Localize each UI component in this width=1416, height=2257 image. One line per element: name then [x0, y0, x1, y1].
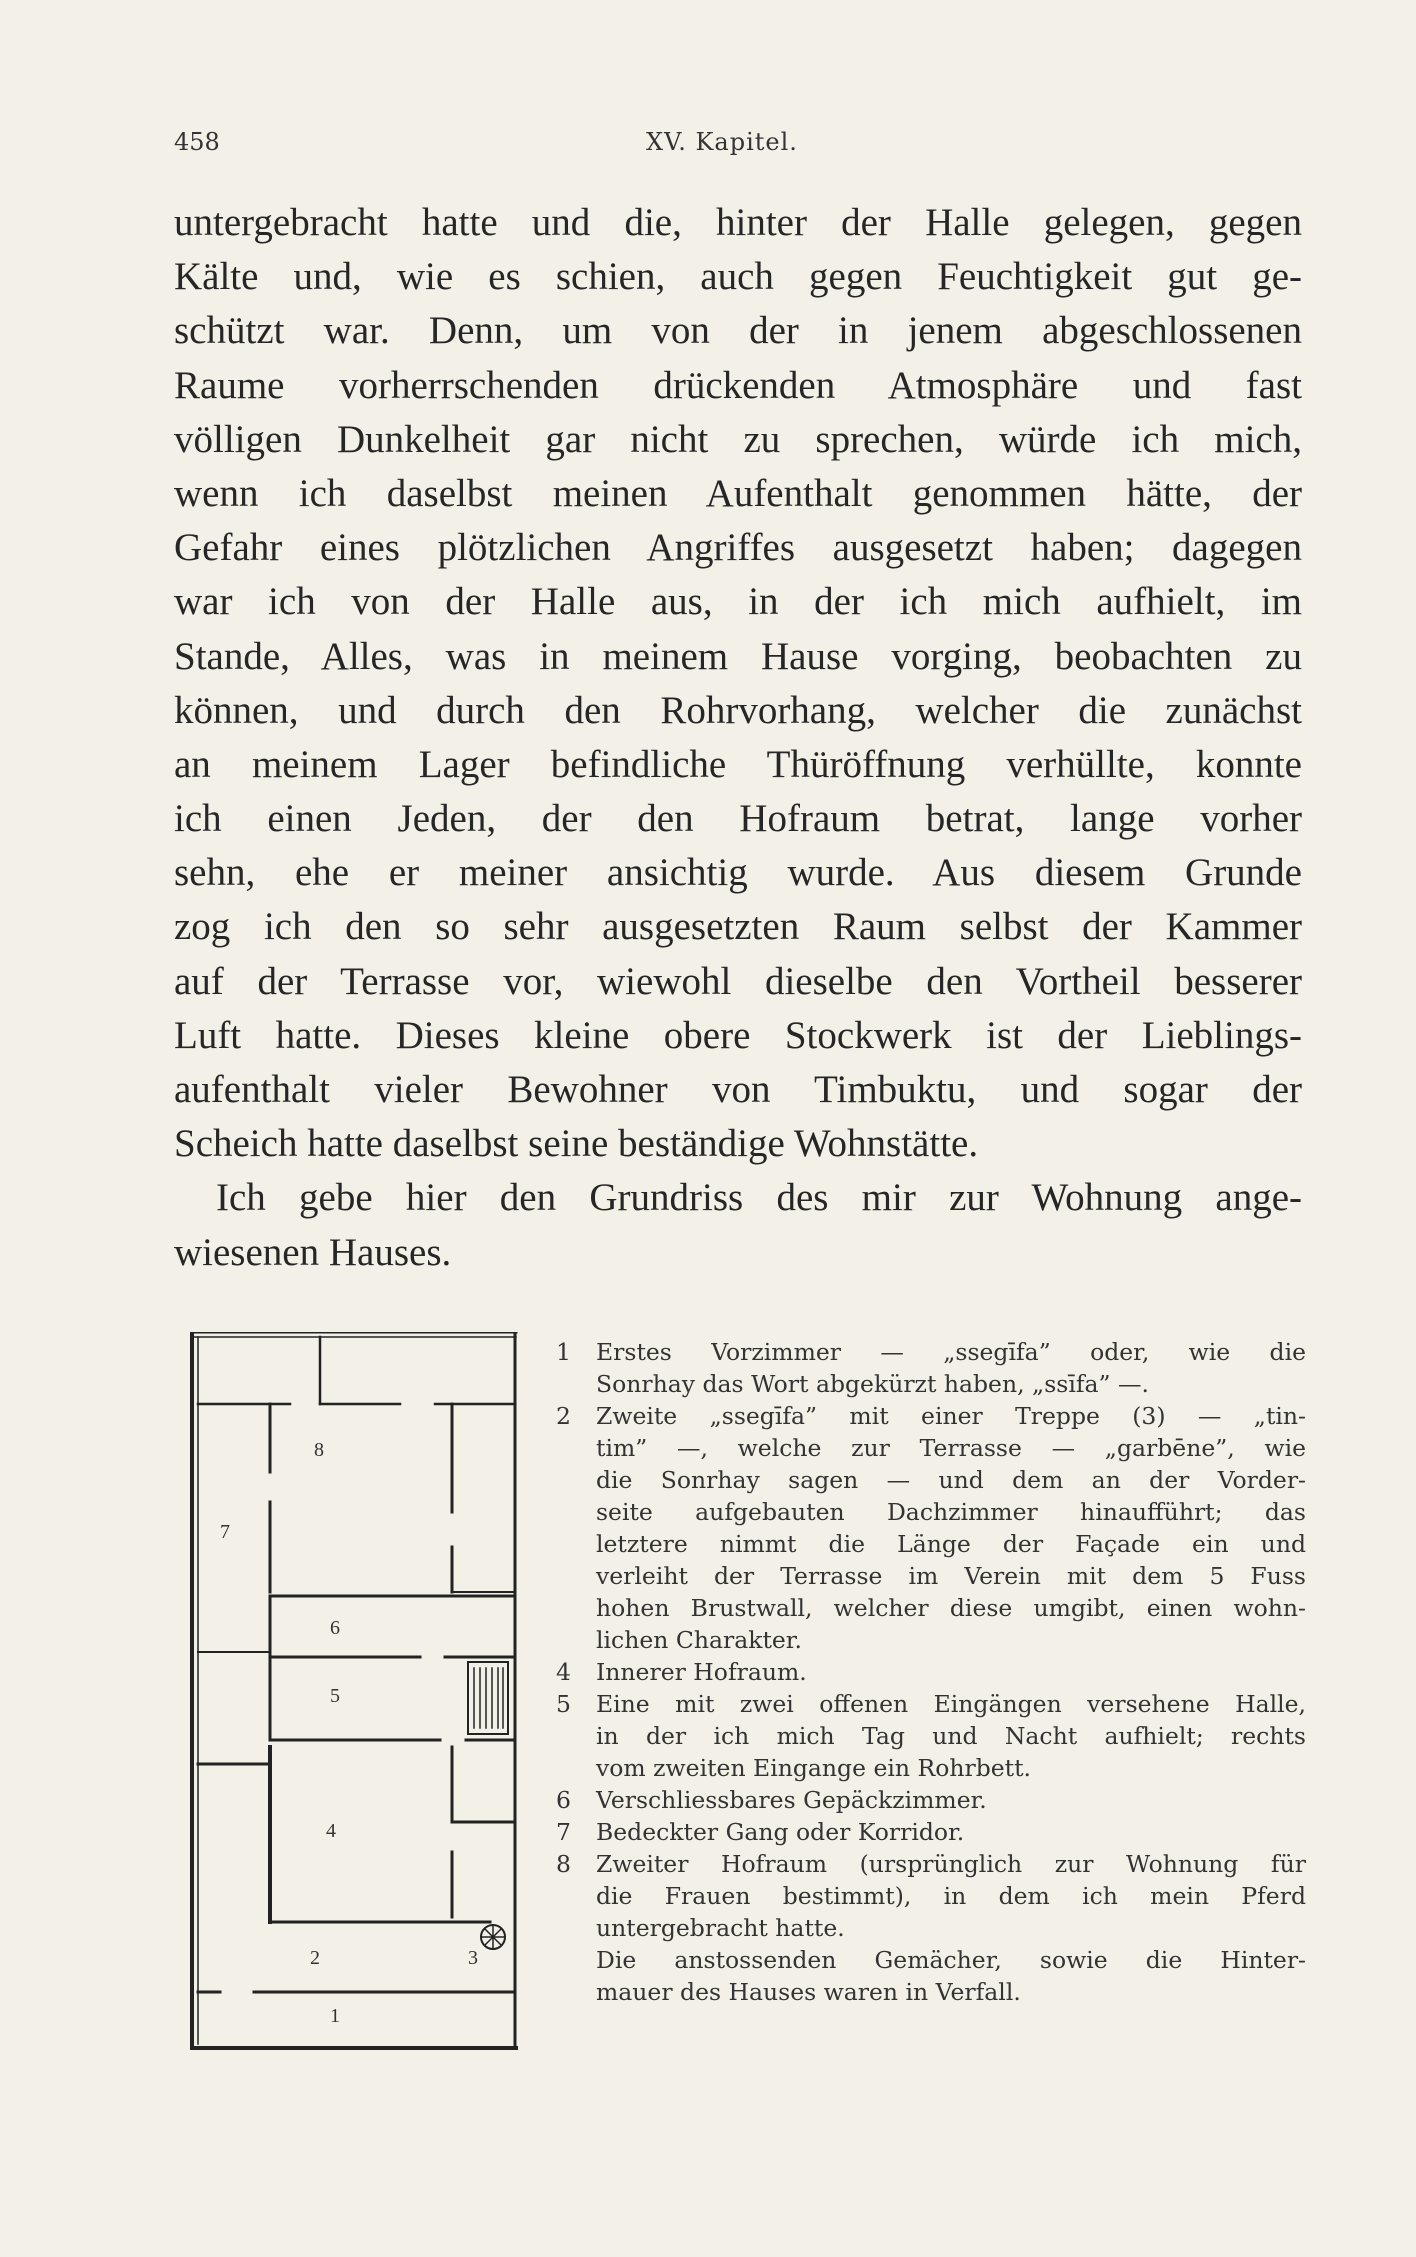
plan-label-3: 3: [468, 1947, 478, 1969]
text-line: Scheich hatte daselbst seine beständige Wohnstätte.: [174, 1122, 979, 1166]
legend-number: 1: [556, 1338, 571, 1366]
text-line: können, und durch den Rohrvorhang, welcher die zunächst: [174, 688, 1302, 732]
text-line: aufenthalt vieler Bewohner von Timbuktu, und sogar der: [174, 1068, 1302, 1111]
legend-line: tim” —, welche zur Terrasse — „garbēne”, wie: [596, 1434, 1306, 1462]
plan-label-4: 4: [326, 1820, 336, 1842]
legend-number: 6: [556, 1786, 571, 1814]
legend-entry: [556, 1656, 1306, 1688]
legend-number: 2: [556, 1402, 571, 1430]
legend-line: die Sonrhay sagen — und dem an der Vorder-: [596, 1466, 1306, 1494]
body-text: [174, 196, 1302, 1280]
legend-entry: [556, 1816, 1306, 1848]
text-line: Kälte und, wie es schien, auch gegen Feuchtigkeit gut ge-: [174, 255, 1302, 299]
text-line: Luft hatte. Dieses kleine obere Stockwerk ist der Lieblings-: [174, 1013, 1302, 1057]
legend-line: die Frauen bestimmt), in dem ich mein Pferd: [596, 1882, 1306, 1910]
legend-line: hohen Brustwall, welcher diese umgibt, einen wohn-: [596, 1594, 1306, 1622]
legend-line: Sonrhay das Wort abgekürzt haben, „ssīfa” —.: [596, 1370, 1149, 1398]
text-line: völligen Dunkelheit gar nicht zu sprechen, würde ich mich,: [174, 417, 1302, 461]
legend-line: in der ich mich Tag und Nacht aufhielt; rechts: [596, 1722, 1306, 1750]
text-line: an meinem Lager befindliche Thüröffnung verhüllte, konnte: [174, 742, 1302, 786]
text-line: Gefahr eines plötzlichen Angriffes ausgesetzt haben; dagegen: [174, 526, 1302, 570]
legend-line: vom zweiten Eingange ein Rohrbett.: [596, 1754, 1032, 1782]
text-line: war ich von der Halle aus, in der ich mich aufhielt, im: [174, 580, 1302, 624]
legend-line: lichen Charakter.: [596, 1626, 802, 1654]
floor-plan: [190, 1332, 520, 2052]
legend-number: 7: [556, 1818, 571, 1846]
legend-line: Eine mit zwei offenen Eingängen versehene Halle,: [596, 1690, 1306, 1718]
plan-label-7: 7: [220, 1521, 230, 1543]
legend-number: 5: [556, 1690, 571, 1718]
legend-entry: [556, 1784, 1306, 1816]
text-line: Ich gebe hier den Grundriss des mir zur Wohnung ange-: [216, 1176, 1302, 1220]
legend-line: Bedeckter Gang oder Korridor.: [596, 1818, 965, 1846]
legend-number: 8: [556, 1850, 571, 1878]
text-line: auf der Terrasse vor, wiewohl dieselbe den Vortheil besserer: [174, 959, 1302, 1003]
legend-entry: [556, 1400, 1306, 1656]
legend-line: Innerer Hofraum.: [596, 1658, 807, 1686]
text-line: wenn ich daselbst meinen Aufenthalt genommen hätte, der: [174, 471, 1302, 515]
legend-line: untergebracht hatte.: [596, 1914, 845, 1942]
legend-entry: [556, 1848, 1306, 1944]
chapter-title: XV. Kapitel.: [646, 128, 798, 156]
note-line: mauer des Hauses waren in Verfall.: [596, 1978, 1021, 2006]
legend-entry: [556, 1336, 1306, 1400]
plan-label-1: 1: [330, 2005, 340, 2027]
legend-line: letztere nimmt die Länge der Façade ein und: [596, 1530, 1306, 1558]
floor-plan-drawing: [190, 1332, 520, 2052]
page-number: 458: [174, 128, 220, 156]
legend-entry: [556, 1688, 1306, 1784]
text-line: Stande, Alles, was in meinem Hause vorging, beobachten zu: [174, 634, 1302, 678]
plan-label-2: 2: [310, 1947, 320, 1969]
legend-line: Erstes Vorzimmer — „ssegīfa” oder, wie die: [596, 1338, 1306, 1366]
legend-line: seite aufgebauten Dachzimmer hinaufführt; das: [596, 1498, 1306, 1526]
plan-label-5: 5: [330, 1685, 340, 1707]
text-line: zog ich den so sehr ausgesetzten Raum selbst der Kammer: [174, 905, 1302, 949]
plan-label-8: 8: [314, 1439, 324, 1461]
plan-label-6: 6: [330, 1617, 340, 1639]
legend-line: verleiht der Terrasse im Verein mit dem 5 Fuss: [596, 1562, 1306, 1590]
text-line: sehn, ehe er meiner ansichtig wurde. Aus diesem Grunde: [174, 851, 1302, 895]
text-line: Raume vorherrschenden drückenden Atmosphäre und fast: [174, 363, 1302, 407]
text-line: wiesenen Hauses.: [174, 1230, 452, 1274]
legend-line: Zweiter Hofraum (ursprünglich zur Wohnung für: [596, 1850, 1306, 1878]
text-line: untergebracht hatte und die, hinter der Halle gelegen, gegen: [174, 201, 1302, 244]
legend-note: [556, 1944, 1306, 2008]
legend-line: Verschliessbares Gepäckzimmer.: [596, 1786, 987, 1814]
note-line: Die anstossenden Gemächer, sowie die Hinter-: [596, 1946, 1306, 1974]
plan-legend: [556, 1336, 1306, 2008]
legend-line: Zweite „ssegīfa” mit einer Treppe (3) — „tin-: [596, 1402, 1306, 1430]
text-line: schützt war. Denn, um von der in jenem abgeschlossenen: [174, 309, 1302, 353]
legend-number: 4: [556, 1658, 571, 1686]
text-line: ich einen Jeden, der den Hofraum betrat, lange vorher: [174, 797, 1302, 841]
